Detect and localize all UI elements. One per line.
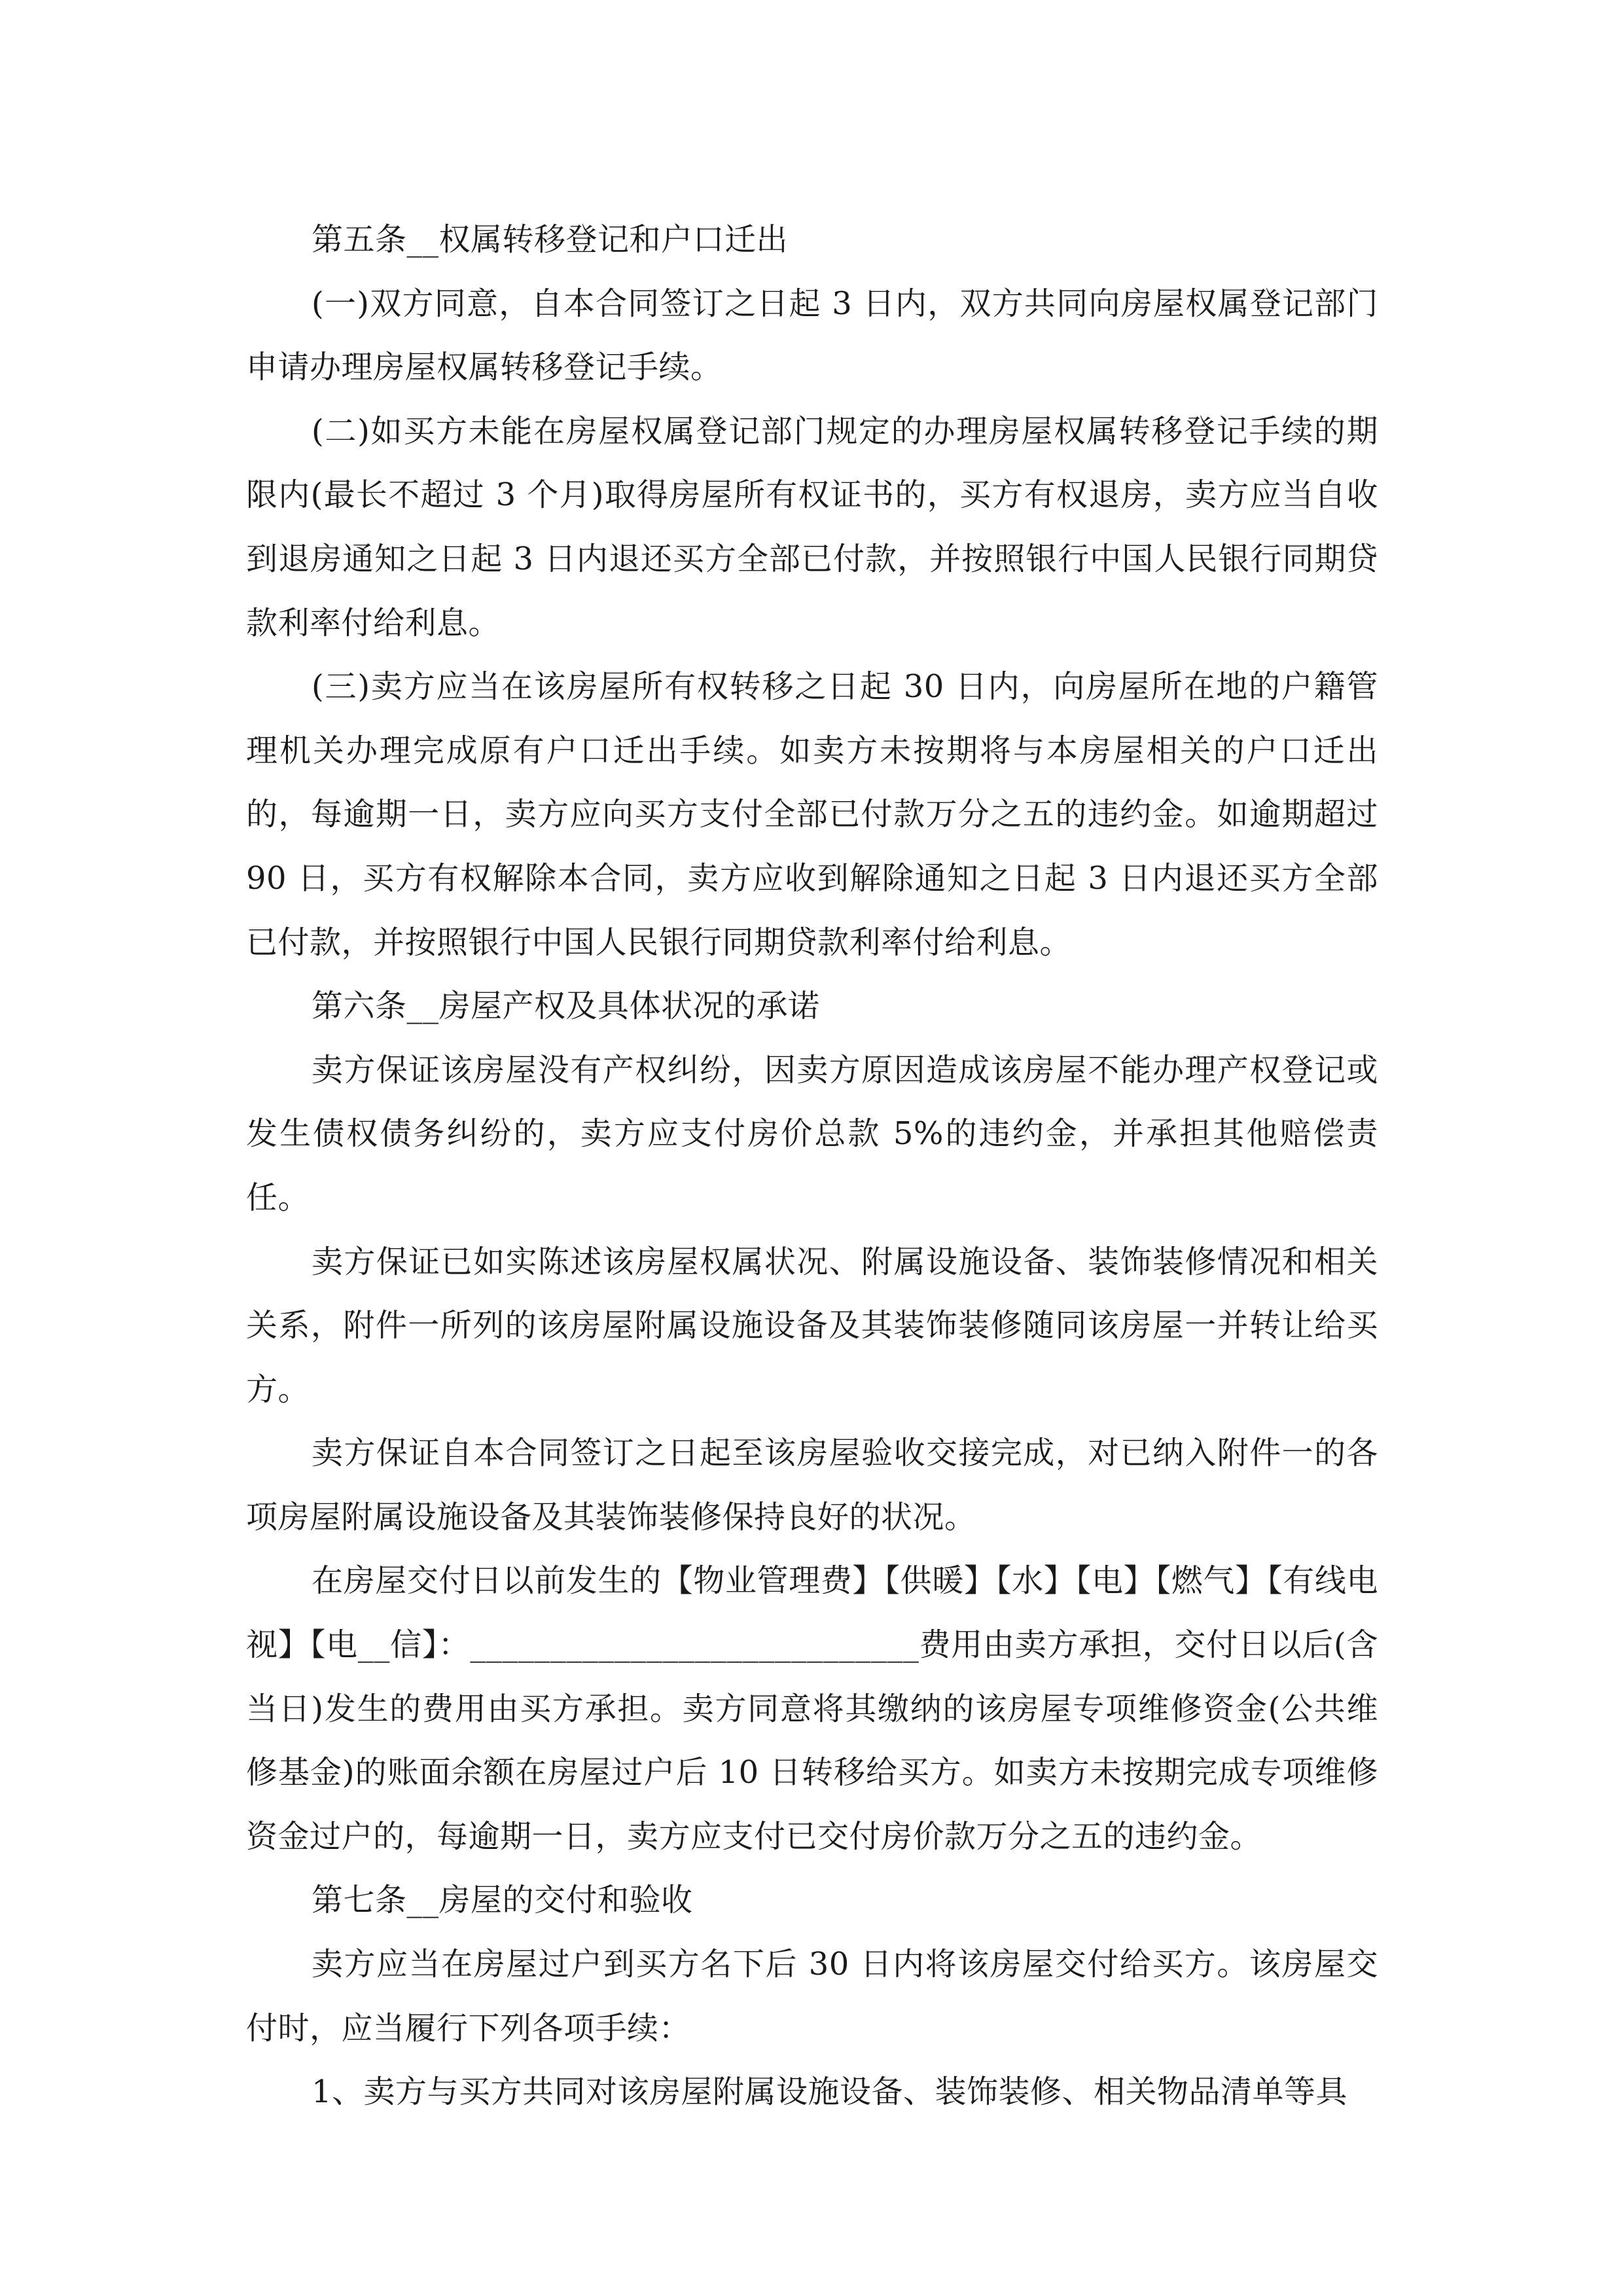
article-5-clause-1: (一)双方同意，自本合同签订之日起 3 日内，双方共同向房屋权属登记部门申请办理房屋权属转移登记手续。	[246, 285, 1378, 386]
article-6-paragraph-1: 卖方保证该房屋没有产权纠纷，因卖方原因造成该房屋不能办理产权登记或发生债权债务纠纷的，卖方应支付房价总款 5%的违约金，并承担其他赔偿责任。	[246, 1051, 1378, 1216]
article-6-paragraph-2: 卖方保证已如实陈述该房屋权属状况、附属设施设备、装饰装修情况和相关关系，附件一所列的该房屋附属设施设备及其装饰装修随同该房屋一并转让给买方。	[246, 1243, 1378, 1408]
article-5-clause-3: (三)卖方应当在该房屋所有权转移之日起 30 日内，向房屋所在地的户籍管理机关办理完成原有户口迁出手续。如卖方未按期将与本房屋相关的户口迁出的，每逾期一日，卖方应向买方支付全部已付款万分之五的违约金。如逾期超过 90 日，买方有权解除本合同，卖方应收到解除通知之日起 3 日内退还买方全部已付款，并按照银行中国人民银行同期贷款利率付给利息。	[246, 668, 1378, 961]
article-6-paragraph-4: 在房屋交付日以前发生的【物业管理费】【供暖】【水】【电】【燃气】【有线电视】【电__信】：____________________________费用由卖方承担，交付日以后(含当日)发生的费用由买方承担。卖方同意将其缴纳的该房屋专项维修资金(公共维修基金)的账面余额在房屋过户后 10 日转移给买方。如卖方未按期完成专项维修资金过户的，每逾期一日，卖方应支付已交付房价款万分之五的违约金。	[246, 1562, 1378, 1855]
article-5-heading: 第五条__权属转移登记和户口迁出	[312, 221, 789, 258]
article-6-paragraph-3: 卖方保证自本合同签订之日起至该房屋验收交接完成，对已纳入附件一的各项房屋附属设施设备及其装饰装修保持良好的状况。	[246, 1435, 1378, 1535]
contract-body	[246, 208, 1378, 2125]
article-7-paragraph-1: 卖方应当在房屋过户到买方名下后 30 日内将该房屋交付给买方。该房屋交付时，应当履行下列各项手续：	[246, 1946, 1378, 2047]
article-6-heading: 第六条__房屋产权及具体状况的承诺	[312, 988, 820, 1025]
article-7-heading: 第七条__房屋的交付和验收	[312, 1882, 693, 1919]
article-7-item-1: 1、卖方与买方共同对该房屋附属设施设备、装饰装修、相关物品清单等具	[312, 2073, 1348, 2111]
article-5-clause-2: (二)如买方未能在房屋权属登记部门规定的办理房屋权属转移登记手续的期限内(最长不超过 3 个月)取得房屋所有权证书的，买方有权退房，卖方应当自收到退房通知之日起 3 日内退还买方全部已付款，并按照银行中国人民银行同期贷款利率付给利息。	[246, 412, 1378, 641]
